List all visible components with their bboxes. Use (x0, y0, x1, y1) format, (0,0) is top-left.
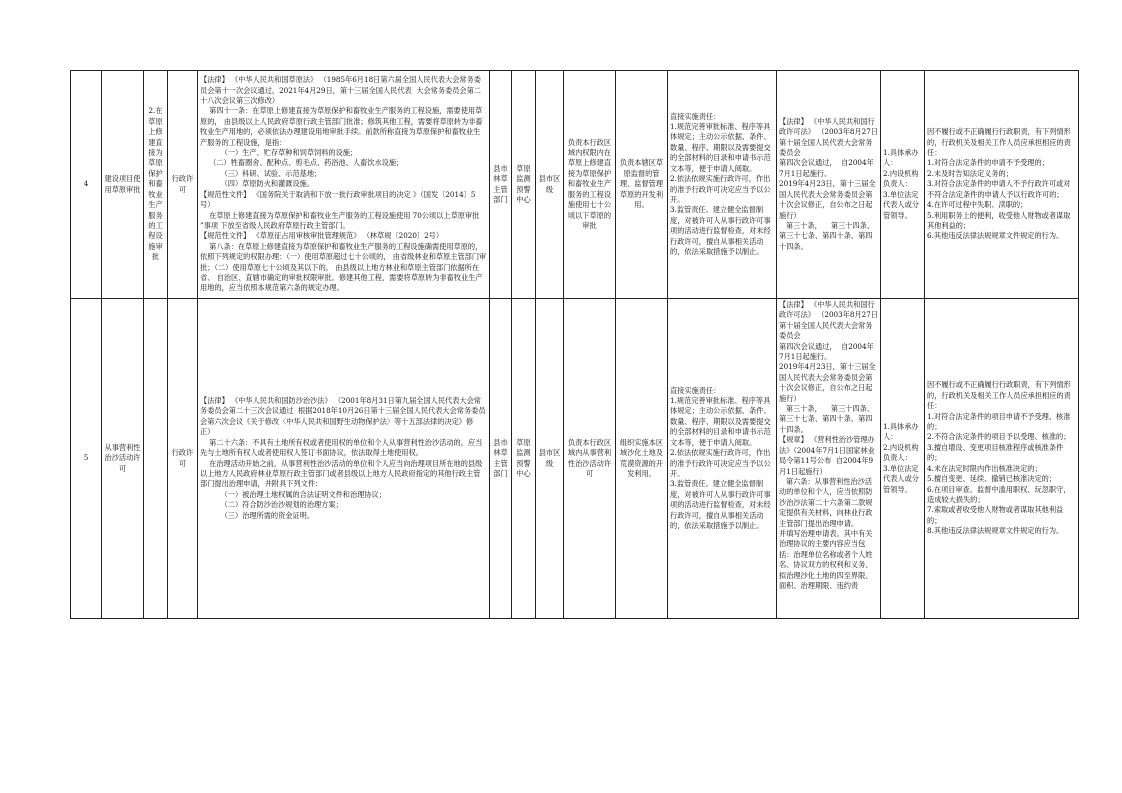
row-number: 4 (71, 71, 102, 299)
admin-level: 县市区级 (536, 71, 564, 299)
liability: 因不履行或不正确履行行政职责，有下列情形的，行政机关及相关工作人员应承担相应的责任： 1.对符合法定条件的项目申请不予受理、核准的； 2.不符合法定条件的项目予以受理、核准的； 3.擅自增设、变更项目核准程序或核准条件的； 4.未在法定时限内作出核准决定的； 5.擅自变更、延续、撤销已核准决定的； 6.在项目审查、监督中滥用职权、玩忽职守，造成较大损失的； 7.索取或者收受他人财物或者谋取其他利益的； 8.其他违反法律法规规章文件规定的行为。 (925, 299, 1079, 619)
content: 负责本辖区草原监督的管理、监督管理草原的开发利用。 (616, 71, 668, 299)
sub-item (144, 299, 168, 619)
table-row (71, 299, 1079, 619)
responsible-dept: 县市林草主管部门 (490, 299, 512, 619)
item-category: 行政许可 (168, 71, 198, 299)
content: 组织实施本区域沙化土地及荒漠资源的开发利用。 (616, 299, 668, 619)
liability: 因不履行或不正确履行行政职责，有下列情形的，行政机关及相关工作人员应承担相应的责任： 1.对符合法定条件的申请不予受理的； 2.未及时告知法定义务的； 3.对符合法定条件的申请人不予行政许可或对不符合法定条件的申请人予以行政许可的； 4.在许可过程中失职、渎职的； 5.利用职务上的便利，收受他人财物或者谋取其他利益的； 6.其他违反法律法规规章文件规定的行为。 (925, 71, 1079, 299)
duty: 直接实施责任： 1.规范完善审批标准、程序等具体规定；主动公示依据、条件、数量、程序、期限以及需要提交的全部材料的目录和申请书示范文本等，便于申请人阅取。 2.依法依规实施行政许可，作出的准予行政许可决定应当予以公开。 3.监管责任。建立健全监督制度，对被许可人从事行政许可事项的活动进行监督检查，对未经行政许可，擅自从事相关活动的，依法采取措施予以制止。 (668, 299, 777, 619)
responsible-dept: 县市林草主管部门 (490, 71, 512, 299)
table-row (71, 71, 1079, 299)
implementing-unit: 草原监测预警中心 (512, 299, 536, 619)
law-reference: 【法律】 《中华人民共和国行政许可法》 （2003年8月27日第十届全国人民代表大会常务委员会 第四次会议通过， 自2004年7月1日起施行。 2019年4月23日，第十三届全国人民代表大会常务委员会第十次会议修正，自公布之日起施行） 第三十条， 第三十四条、第三十七条、第四十条、第四十四条。 (777, 71, 881, 299)
scope: 负责本行政区域内从事营利性治沙活动许可 (564, 299, 616, 619)
admin-level: 县市区级 (536, 299, 564, 619)
item-name: 建设项目使用草原审批 (102, 71, 144, 299)
item-category: 行政许可 (168, 299, 198, 619)
duty: 直接实施责任： 1.规范完善审批标准、程序等具体规定；主动公示依据、条件、数量、程序、期限以及需要提交的全部材料的目录和申请书示范文本等，便于申请人阅取。 2.依法依规实施行政许可，作出的准予行政许可决定应当予以公开。 3.监管责任。建立健全监督制度，对被许可人从事行政许可事项的活动进行监督检查，对未经行政许可，擅自从事相关活动的，依法采取措施予以制止。 (668, 71, 777, 299)
item-name: 从事营利性治沙活动许可 (102, 299, 144, 619)
responsible-persons: 1.具体承办人： 2.内设机构负责人： 3.单位法定代表人或分管领导。 (881, 299, 925, 619)
scope: 负责本行政区域内权限内在草原上修建直接为草原保护和畜牧业生产服务的工程设施使用七十公顷以下草原的审批 (564, 71, 616, 299)
responsibility-table (70, 70, 1079, 619)
law-reference: 【法律】 《中华人民共和国行政许可法》 （2003年8月27日第十届全国人民代表大会常务委员会 第四次会议通过， 自2004年7月1日起施行。 2019年4月23日，第十三届全国人民代表大会常务委员会第十次会议修正，自公布之日起施行） 第三十条， 第三十四条、第三十七条、第四十条、第四十四条。 【规章】 《营利性治沙管理办法》（2004年7月1日国家林业局令第11号公布 自2004年9月1日起施行） 第六条：从事营利性治沙活动的单位和个人，应当依照防沙治沙法第二十六条第二款规定提供有关材料，向林业行政主管部门提出治理申请。 并填写治理申请表。其中有关治理协议的主要内容应当包括：治理单位名称或者个人姓名、协议双方的权利和义务、拟治理沙化土地的四至界限、面积、治理期限、违约责 (777, 299, 881, 619)
row-number: 5 (71, 299, 102, 619)
legal-basis: 【法律】 《中华人民共和国防沙治沙法》 （2001年8月31日第九届全国人民代表大会常务委员会第二十三次会议通过 根据2018年10月26日第十三届全国人民代表大会常务委员会第六次会议《关于修改〈中华人民共和国野生动物保护法〉等十五部法律的决定》修正） 第二十六条：不具有土地所有权或者使用权的单位和个人从事营利性治沙活动的，应当先与土地所有权人或者使用权人签订书面协议，依法取得土地使用权。 在治理活动开始之前，从事营利性治沙活动的单位和个人应当向治理项目所在地的县级以上地方人民政府林业草原行政主管部门或者县级以上地方人民政府指定的其他行政主管部门提出治理申请，并附具下列文件： （一）被治理土地权属的合法证明文件和治理协议； （二）符合防沙治沙规划的治理方案； （三）治理所需的资金证明。 (198, 299, 490, 619)
sub-item: 2.在草原上修建直接为草原保护和畜牧业生产服务的工程设施审批 (144, 71, 168, 299)
implementing-unit: 草原监测预警中心 (512, 71, 536, 299)
responsible-persons: 1.具体承办人： 2.内设机构负责人： 3.单位法定代表人或分管领导。 (881, 71, 925, 299)
legal-basis: 【法律】 《中华人民共和国草原法》 （1985年6月18日第六届全国人民代表大会常务委员会第十一次会议通过，2021年4月29日，第十三届全国人民代表 大会常务委员会第二十八次会议第三次修改） 第四十一条：在草原上修建直接为草原保护和畜牧业生产服务的工程设施，需要使用草原的， 由县级以上人民政府草原行政主管部门批准；修筑其他工程，需要将草原转为非畜牧业生产用地的，必须依法办理建设用地审批手续。前款所称直接为草原保护和畜牧业生产服务的工程设施，是指： （一）生产、贮存草种和饲草饲料的设施； （二）牲畜圈舍、配种点、剪毛点、药浴池、人畜饮水设施； （三）科研、试验、示范基地； （四）草原防火和灌溉设施。 【规范性文件】 《国务院关于取消和下放一批行政审批项目的决定 》（国发〔2014〕5号） 在草原上修建直接为草原保护和畜牧业生产服务的工程设施使用 70公顷以上草原审批 ”事项 下放至省级人民政府草原行政主管部门。 【规范性文件】 《草原征占用审核审批管理规范》 （林草规〔2020〕2号） 第八条：在草原上修建直接为草原保护和畜牧业生产服务的工程设施确需使用草原的，依照下列规定的权限办理：（一）使用草原超过七十公顷的， 由省级林业和草原主管部门审批；（二）使用草原七十公顷及其以下的， 由县级以上地方林业和草原主管部门依据所在省、 自治区、直辖市确定的审批权限审批。修建其他工程，需要将草原转为非畜牧业生产用地的，应当依照本规范第六条的规定办理。 (198, 71, 490, 299)
